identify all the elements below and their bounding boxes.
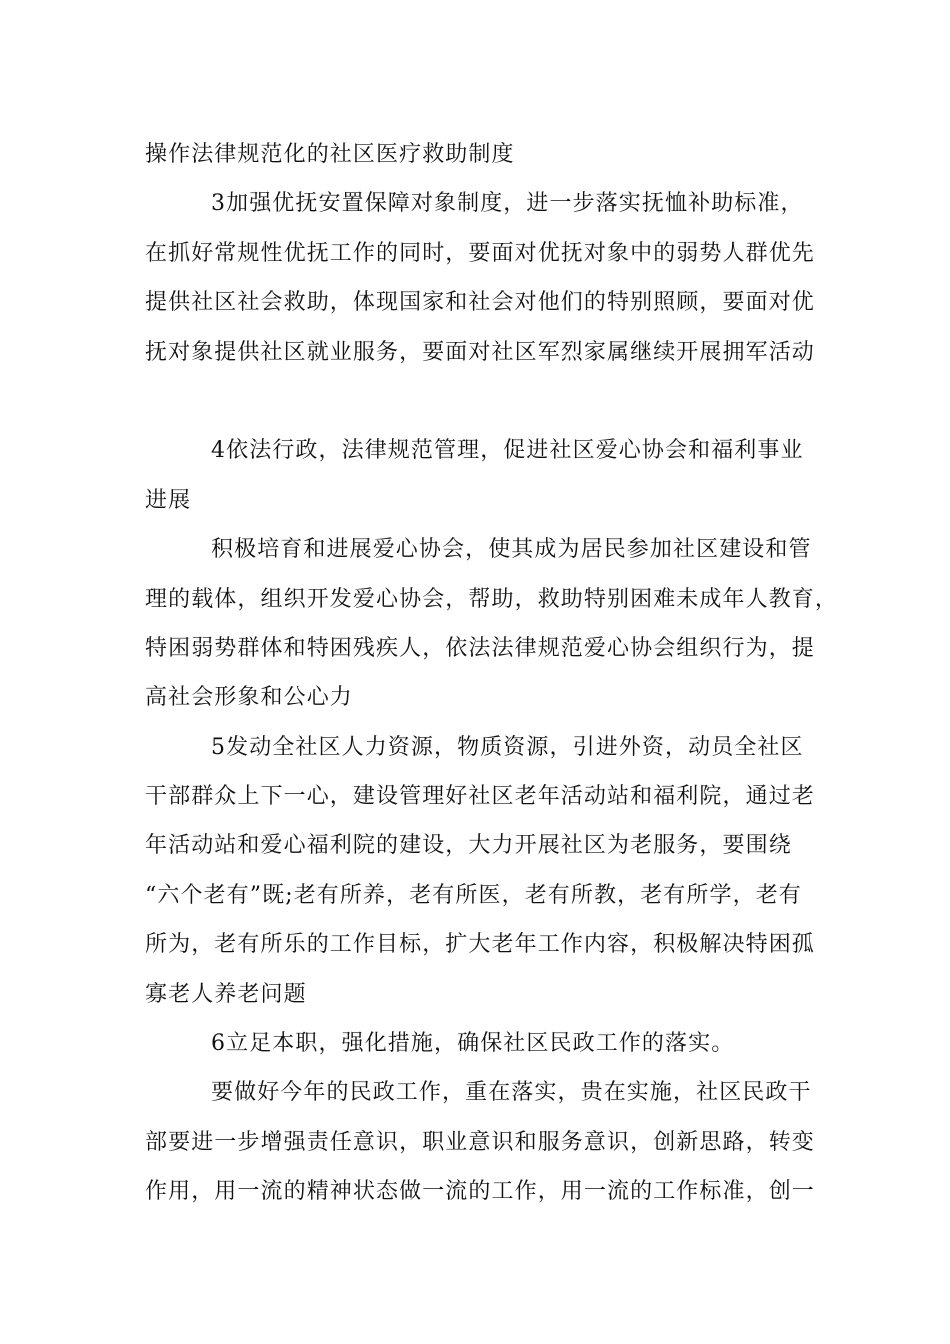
text-line: 特困弱势群体和特困残疾人，依法法律规范爱心协会组织行为，提 xyxy=(145,635,815,661)
text-line: 部要进一步增强责任意识，职业意识和服务意识，创新思路，转变 xyxy=(145,1129,815,1155)
text-line: 要做好今年的民政工作，重在落实，贵在实施，社区民政干 xyxy=(211,1080,812,1106)
paragraph-gap xyxy=(145,377,815,426)
text-line: 5发动全社区人力资源，物质资源，引进外资，动员全社区 xyxy=(211,734,804,760)
text-line: 高社会形象和公心力 xyxy=(145,685,353,711)
text-line: 在抓好常规性优抚工作的同时，要面对优抚对象中的弱势人群优先 xyxy=(145,240,815,266)
text-line: 进展 xyxy=(145,487,192,513)
document-body xyxy=(145,130,839,1217)
text-line: 理的载体，组织开发爱心协会，帮助，救助特别困难未成年人教育， xyxy=(145,586,839,612)
text-line: 寡老人养老问题 xyxy=(145,981,307,1007)
text-line: 积极培育和进展爱心协会，使其成为居民参加社区建设和管 xyxy=(211,537,812,563)
text-line: 年活动站和爱心福利院的建设，大力开展社区为老服务，要围绕 xyxy=(145,833,792,859)
text-line: 3加强优抚安置保障对象制度，进一步落实抚恤补助标准， xyxy=(211,191,804,217)
text-line: 所为，老有所乐的工作目标，扩大老年工作内容，积极解决特困孤 xyxy=(145,932,815,958)
text-line: 作用，用一流的精神状态做一流的工作，用一流的工作标准，创一 xyxy=(145,1179,815,1205)
text-line: 提供社区社会救助，体现国家和社会对他们的特别照顾，要面对优 xyxy=(145,290,815,316)
text-line: “六个老有”既;老有所养，老有所医，老有所教，老有所学，老有 xyxy=(145,882,802,908)
text-line: 抚对象提供社区就业服务，要面对社区军烈家属继续开展拥军活动 xyxy=(145,339,815,365)
text-line: 4依法行政，法律规范管理，促进社区爱心协会和福利事业 xyxy=(211,438,804,464)
text-line: 6立足本职，强化措施，确保社区民政工作的落实。 xyxy=(211,1031,735,1057)
text-line: 操作法律规范化的社区医疗救助制度 xyxy=(145,142,515,167)
text-line: 干部群众上下一心，建设管理好社区老年活动站和福利院，通过老 xyxy=(145,784,815,810)
